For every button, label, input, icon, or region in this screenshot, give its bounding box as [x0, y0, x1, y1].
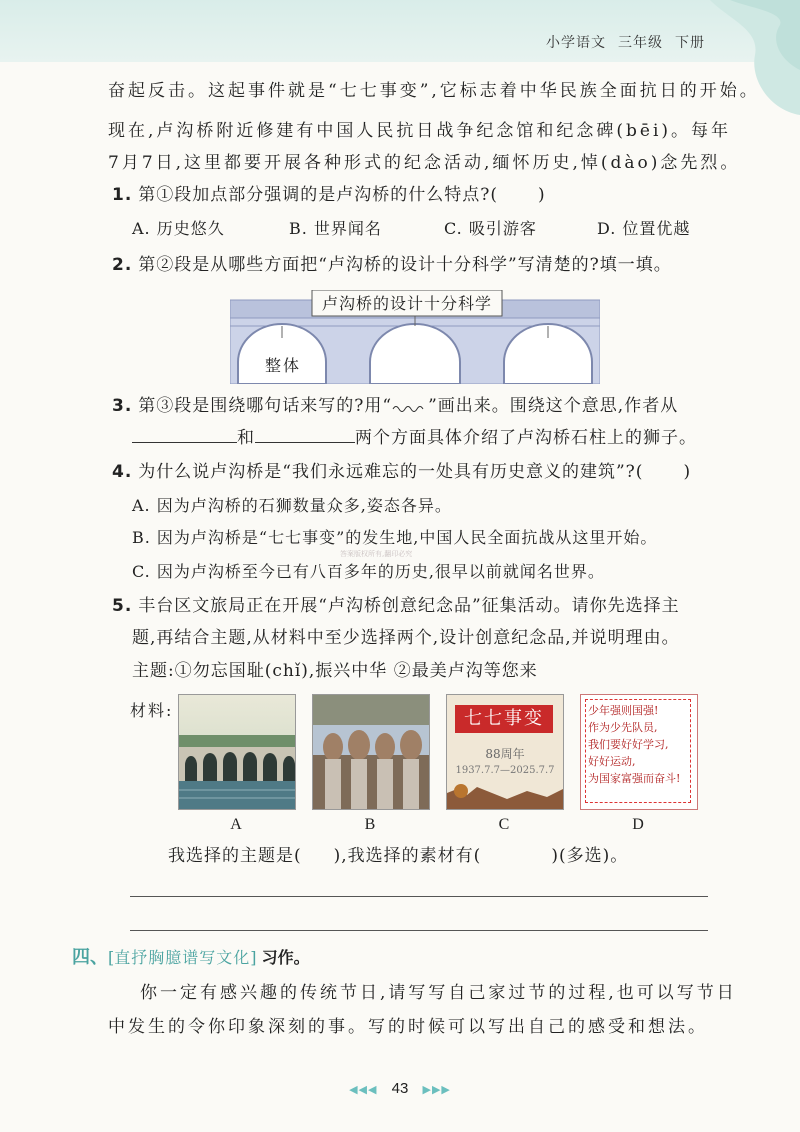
question-text: 第②段是从哪些方面把“卢沟桥的设计十分科学”写清楚的?填一填。	[138, 255, 672, 275]
header-band	[0, 0, 800, 62]
diagram-title: 卢沟桥的设计十分科学	[321, 294, 492, 313]
passage-line-2: 现在,卢沟桥附近修建有中国人民抗日战争纪念馆和纪念碑(bēi)。每年	[108, 121, 732, 141]
question-3: 3. 第③段是围绕哪句话来写的?用“ ”画出来。围绕这个意思,作者从	[112, 396, 679, 416]
material-image-b[interactable]	[312, 694, 430, 810]
stone-lions-photo-icon	[313, 695, 429, 809]
option-c[interactable]: C. 因为卢沟桥至今已有八百多年的历史,很早以前就闻名世界。	[132, 562, 605, 581]
material-image-a[interactable]	[178, 694, 296, 810]
question-2	[112, 254, 672, 276]
materials-label: 材料:	[130, 701, 174, 720]
writing-prompt-line-2: 中发生的令你印象深刻的事。写的时候可以写出自己的感受和想法。	[108, 1017, 708, 1037]
answer-blank-1[interactable]	[132, 442, 237, 443]
passage-line-1: 奋起反击。这起事件就是“七七事变”,它标志着中华民族全面抗日的开始。	[108, 81, 760, 101]
question-1: 1. 第①段加点部分强调的是卢沟桥的什么特点?( )	[112, 185, 546, 205]
image-label-d: D	[632, 816, 644, 833]
option-b[interactable]: B. 世界闻名	[289, 219, 382, 238]
passage-line-3: 7月7日,这里都要开展各种形式的纪念活动,缅怀历史,悼(dào)念先烈。	[108, 153, 741, 173]
answer-sentence: 我选择的主题是( ),我选择的素材有( )(多选)。	[168, 846, 629, 866]
header-grade: 三年级	[618, 35, 663, 51]
slogan-card: 少年强则国强! 作为少先队员, 我们要好好学习, 好好运动, 为国家富强而奋斗!	[585, 699, 691, 803]
image-label-c: C	[498, 816, 510, 833]
image-label-b: B	[364, 816, 376, 833]
answer-line-1[interactable]	[130, 896, 708, 897]
right-arrows-icon: ▶▶▶	[422, 1084, 451, 1096]
question-text: 丰台区文旅局正在开展“卢沟桥创意纪念品”征集活动。请你先选择主	[138, 596, 680, 616]
header-wave-decoration	[710, 0, 800, 120]
watermark: 答案版权所有,翻印必究	[340, 550, 413, 558]
poster-anniversary: 88周年	[485, 747, 525, 761]
diagram-blank-2[interactable]	[380, 345, 468, 379]
section-4-heading: 四、[直抒胸臆谱写文化] 习作。	[72, 947, 310, 968]
question-number: 4.	[112, 462, 133, 482]
option-a[interactable]: A. 历史悠久	[132, 219, 225, 238]
option-b[interactable]: B. 因为卢沟桥是“七七事变”的发生地,中国人民全面抗战从这里开始。	[132, 528, 658, 547]
material-image-d[interactable]	[580, 694, 698, 810]
bridge-photo-icon	[179, 695, 295, 809]
poster-dates: 1937.7.7—2025.7.7	[455, 765, 555, 776]
page-footer	[0, 1080, 800, 1097]
wavy-underline-icon	[392, 403, 428, 413]
diagram-blank-3[interactable]	[508, 345, 596, 379]
page-header	[534, 32, 705, 52]
page-number: 43	[391, 1080, 409, 1097]
left-arrows-icon: ◀◀◀	[349, 1084, 378, 1096]
option-a[interactable]: A. 因为卢沟桥的石狮数量众多,姿态各异。	[132, 496, 452, 515]
question-number: 5.	[112, 596, 133, 616]
question-4: 4. 为什么说卢沟桥是“我们永远难忘的一处具有历史意义的建筑”?( )	[112, 462, 692, 482]
question-5	[112, 595, 680, 617]
header-subject: 小学语文	[546, 35, 606, 51]
option-c[interactable]: C. 吸引游客	[444, 219, 537, 238]
image-label-a: A	[230, 816, 242, 833]
answer-line-2[interactable]	[130, 930, 708, 931]
soldier-silhouette-icon	[447, 779, 563, 809]
question-text: 为什么说卢沟桥是“我们永远难忘的一处具有历史意义的建筑”?(	[138, 462, 644, 482]
header-volume: 下册	[675, 35, 705, 51]
question-text: 第①段加点部分强调的是卢沟桥的什么特点?(	[138, 185, 499, 205]
section-number: 四、	[72, 947, 108, 968]
question-5-themes: 主题:①勿忘国耻(chǐ),振兴中华 ②最美卢沟等您来	[132, 661, 538, 681]
answer-blank-2[interactable]	[255, 442, 355, 443]
section-title: 直抒胸臆谱写文化	[114, 948, 251, 967]
question-3-line-2: 和 两个方面具体介绍了卢沟桥石柱上的狮子。	[132, 427, 697, 449]
question-5-line-2: 题,再结合主题,从材料中至少选择两个,设计创意纪念品,并说明理由。	[132, 628, 680, 648]
material-image-c[interactable]	[446, 694, 564, 810]
question-number: 2.	[112, 255, 133, 275]
writing-prompt-line-1: 你一定有感兴趣的传统节日,请写写自己家过节的过程,也可以写节日	[140, 983, 737, 1003]
option-d[interactable]: D. 位置优越	[597, 219, 691, 238]
diagram-label-whole: 整体	[265, 356, 302, 375]
question-number: 3.	[112, 396, 133, 416]
question-number: 1.	[112, 185, 133, 205]
poster-title: 七七事变	[455, 705, 553, 733]
section-task: 习作。	[261, 948, 310, 967]
